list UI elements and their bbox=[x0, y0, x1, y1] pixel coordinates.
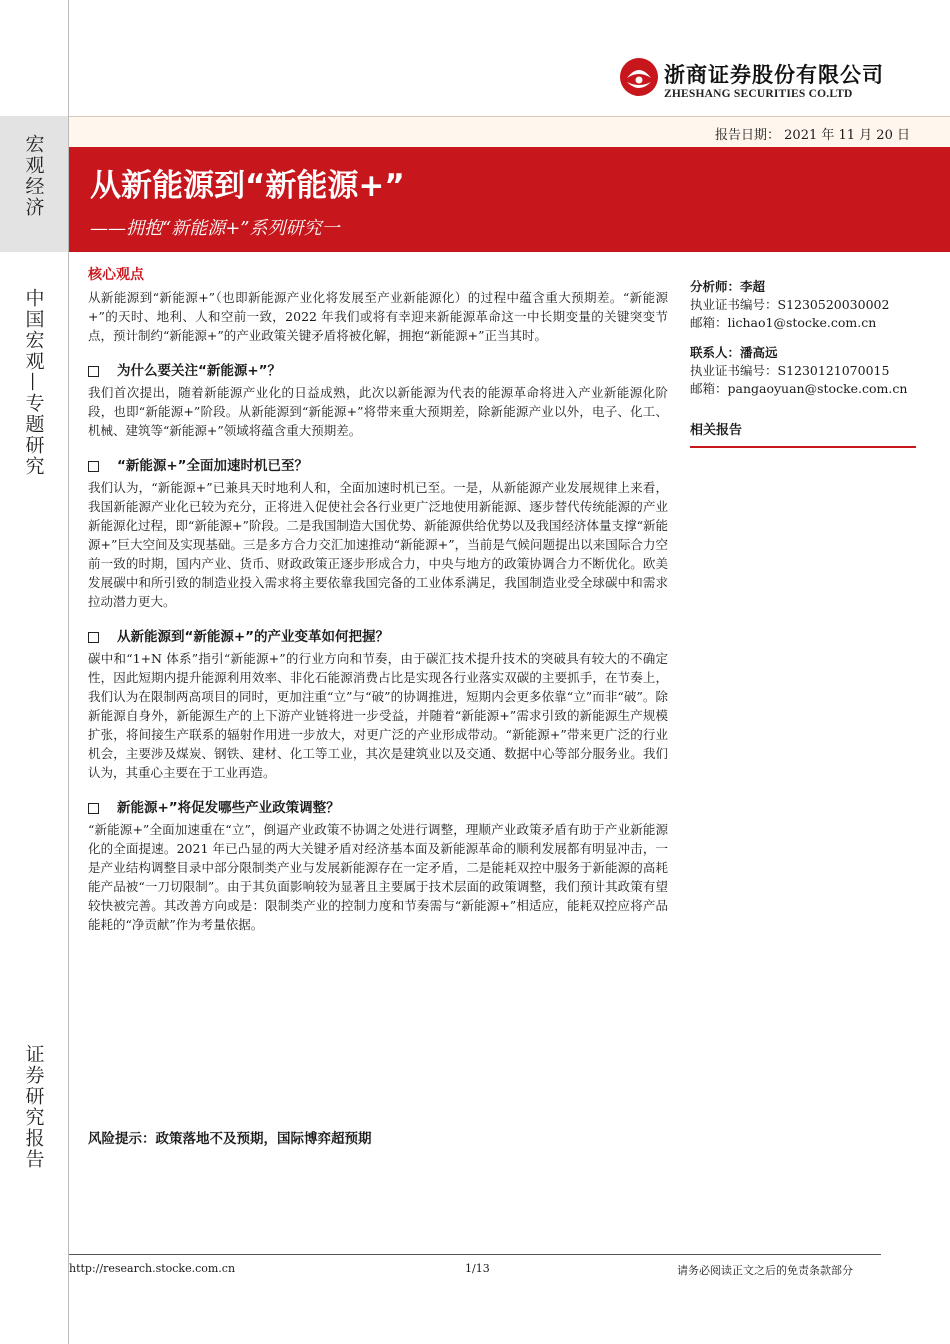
section-text: 碳中和“1+N 体系”指引“新能源+”的行业方向和节奏，由于碳汇技术提升技术的突破具有较大的不确定性，因此短期内提升能源利用效率、非化石能源消费占比是实现各行业落实双碳的主要抓手，在节奏上，我们认为在限制两高项目的同时，更加注重“立”与“破”的协调推进，短期内会更多依靠“立”而非“破”。除新能源自身外，新能源生产的上下游产业链将进一步受益，并随着“新能源+”需求引致的新能源生产规模扩张，将间接生产联系的辐射作用进一步放大，对更广泛的产业形成带动。“新能源+”带来更广泛的行业机会，主要涉及煤炭、钢铁、建材、化工等工业，其次是建筑业以及交通、数据中心等部分服务业。我们认为，其重心主要在于工业再造。 bbox=[88, 651, 668, 780]
section-text: “新能源+”全面加速重在“立”，倒逼产业政策不协调之处进行调整，理顺产业政策矛盾有助于产业新能源化的全面提速。2021 年已凸显的两大关键矛盾对经济基本面及新能源革命的顺利发展都有明显冲击，一是产业结构调整目录中部分限制类产业与发展新能源存在一定矛盾，二是能耗双控中服务于新能源的高耗能产品被“一刀切限制”。由于其负面影响较为显著且主要属于技术层面的政策调整，我们预计其政策有望较快被完善。其改善方向或是：限制类产业的控制力度和节奏需与“新能源+”相适应，能耗双控应将产品能耗的“净贡献”作为考量依据。 bbox=[88, 822, 668, 932]
analyst-panel bbox=[690, 278, 920, 448]
report-date-value: 2021 年 11 月 20 日 bbox=[784, 128, 910, 143]
report-subtitle: ——拥抱“新能源+”系列研究一 bbox=[90, 218, 340, 239]
checkbox-bullet-icon bbox=[88, 461, 99, 472]
footer-url[interactable]: http://research.stocke.com.cn bbox=[69, 1262, 236, 1275]
section-question bbox=[88, 454, 668, 474]
section-text: 我们认为，“新能源+”已兼具天时地利人和，全面加速时机已至。一是，从新能源产业发展规律上来看，我国新能源产业化已较为充分，正将进入促使社会各行业更广泛地使用新能源、逐步替代传统能源的产业新能源化过程，即“新能源+”阶段。二是我国制造大国优势、新能源供给优势以及我国经济体量支撑“新能源+”巨大空间及实现基础。三是多方合力交汇加速推动“新能源+”，当前是气候问题提出以来国际合力空前一致的时期，国内产业、货币、财政政策正逐步形成合力，中央与地方的政策协调合力不断优化。欧美发展碳中和所引致的制造业投入需求将主要依靠我国完备的工业体系满足，我国制造业受全球碳中和需求拉动潜力更大。 bbox=[88, 480, 668, 609]
company-name-en: ZHESHANG SECURITIES CO.LTD bbox=[664, 88, 853, 100]
section-question bbox=[88, 625, 668, 645]
footer-divider bbox=[69, 1254, 881, 1255]
analyst-name: 分析师：李超 bbox=[690, 279, 766, 294]
core-text: 从新能源到“新能源+”（也即新能源产业化将发展至产业新能源化）的过程中蕴含重大预期差。“新能源+”的天时、地利、人和空前一致，2022 年我们或将有幸迎来新能源革命这一中长期变量的关键突变节点，预计制约“新能源+”的产业政策关键矛盾将被化解，拥抱“新能源+”正当其时。 bbox=[88, 290, 668, 343]
risk-warning: 风险提示：政策落地不及预期，国际博弈超预期 bbox=[88, 1131, 372, 1147]
company-logo-icon bbox=[618, 56, 660, 98]
page-number: 1/13 bbox=[465, 1262, 490, 1275]
date-bar bbox=[69, 116, 950, 148]
checkbox-bullet-icon bbox=[88, 366, 99, 377]
section-question-text: 为什么要关注“新能源+”？ bbox=[117, 363, 282, 379]
footer-disclaimer: 请务必阅读正文之后的免责条款部分 bbox=[677, 1264, 853, 1277]
main-content bbox=[88, 264, 668, 934]
section-question-text: “新能源+”全面加速时机已至？ bbox=[117, 458, 309, 474]
sidebar-series: 中国宏观—专题研究 bbox=[22, 288, 45, 477]
sidebar-report-type: 证券研究报告 bbox=[22, 1044, 45, 1170]
section-question-text: 新能源+”将促发哪些产业政策调整？ bbox=[117, 800, 340, 816]
contact-email[interactable]: 邮箱：pangaoyuan@stocke.com.cn bbox=[690, 381, 908, 396]
sidebar-category: 宏观经济 bbox=[22, 134, 45, 218]
section-question-text: 从新能源到“新能源+”的产业变革如何把握？ bbox=[117, 629, 390, 645]
report-date-label: 报告日期： bbox=[715, 128, 781, 143]
contact-name: 联系人：潘高远 bbox=[690, 345, 778, 360]
core-heading: 核心观点 bbox=[88, 267, 144, 283]
analyst-email[interactable]: 邮箱：lichao1@stocke.com.cn bbox=[690, 315, 877, 330]
company-name-cn: 浙商证券股份有限公司 bbox=[664, 63, 884, 87]
report-date bbox=[715, 124, 910, 143]
checkbox-bullet-icon bbox=[88, 803, 99, 814]
related-reports-heading: 相关报告 bbox=[690, 422, 916, 448]
section-question bbox=[88, 359, 668, 379]
section-text: 我们首次提出，随着新能源产业化的日益成熟，此次以新能源为代表的能源革命将进入产业新能源化阶段，也即“新能源+”阶段。从新能源到“新能源+”将带来重大预期差，除新能源产业以外，电子、化工、机械、建筑等“新能源+”领域将蕴含重大预期差。 bbox=[88, 385, 668, 438]
report-title: 从新能源到“新能源+” bbox=[90, 168, 405, 204]
analyst-cert: 执业证书编号：S1230520030002 bbox=[690, 297, 890, 312]
contact-cert: 执业证书编号：S1230121070015 bbox=[690, 363, 890, 378]
checkbox-bullet-icon bbox=[88, 632, 99, 643]
section-question bbox=[88, 796, 668, 816]
